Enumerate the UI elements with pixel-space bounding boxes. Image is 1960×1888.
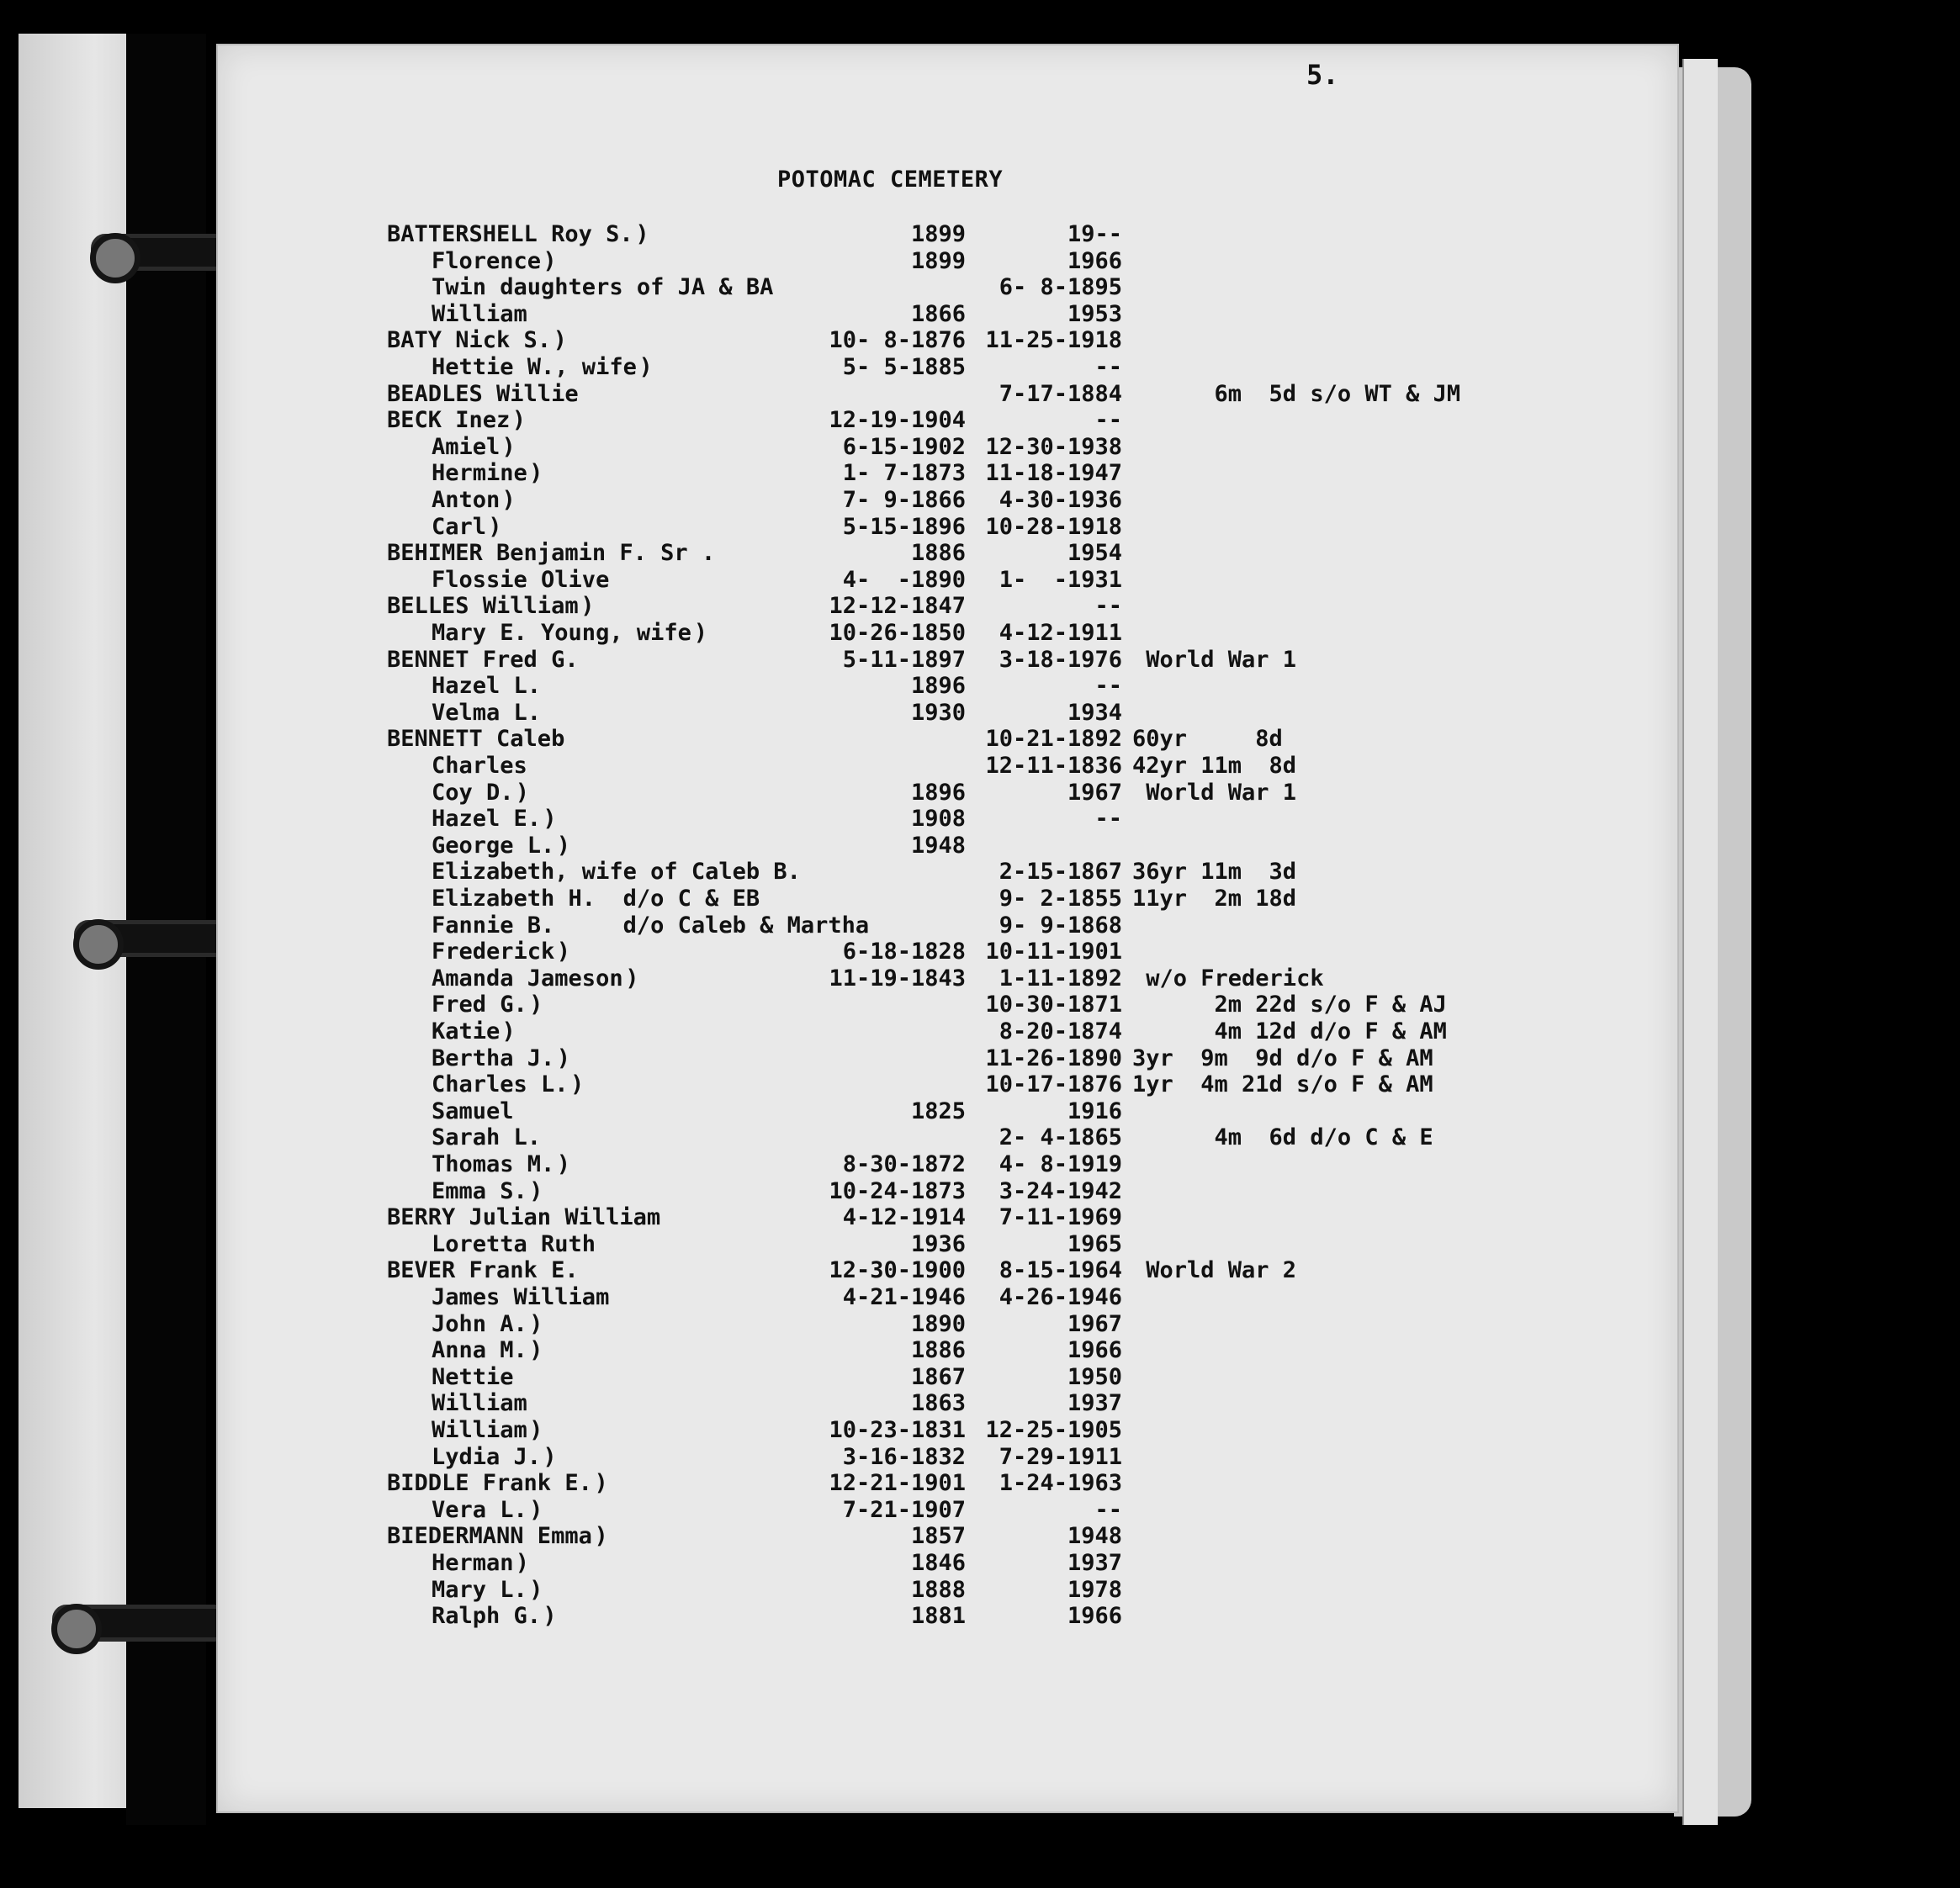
- burial-entry-row: [0, 301, 1960, 327]
- burial-entry-row: [0, 274, 1960, 300]
- entry-name: BIDDLE Frank E.: [387, 1470, 592, 1497]
- burial-entry-row: [0, 1337, 1960, 1363]
- birth-date: 1948: [910, 832, 966, 859]
- family-group-brace: ): [529, 460, 543, 487]
- entry-name: BEADLES Willie: [387, 380, 579, 407]
- burial-entry-row: [0, 753, 1960, 779]
- death-date: 1966: [1067, 1603, 1122, 1630]
- birth-date: 1896: [910, 673, 966, 700]
- entry-name: Twin daughters of JA & BA: [432, 274, 774, 301]
- entry-name: Florence: [432, 247, 542, 274]
- entry-name: William: [432, 1390, 527, 1417]
- birth-date: 4-21-1946: [842, 1284, 966, 1310]
- entry-name: William: [432, 1417, 527, 1443]
- entry-name: Charles: [432, 753, 527, 779]
- death-date: 4-26-1946: [999, 1284, 1122, 1310]
- entry-notes: 60yr 8d: [1132, 726, 1283, 753]
- burial-entry-row: [0, 221, 1960, 247]
- death-date: 4-30-1936: [999, 487, 1122, 513]
- birth-date: 1846: [910, 1550, 966, 1576]
- entry-name: BENNET Fred G.: [387, 646, 579, 673]
- death-date: 4-12-1911: [999, 620, 1122, 646]
- entry-name: BELLES William: [387, 593, 579, 620]
- burial-entry-row: [0, 540, 1960, 566]
- burial-entry-row: [0, 1603, 1960, 1629]
- family-group-brace: ): [553, 327, 567, 354]
- burial-entry-row: [0, 593, 1960, 619]
- burial-entry-row: [0, 1257, 1960, 1283]
- burial-entry-row: [0, 620, 1960, 646]
- burial-entry-row: [0, 1018, 1960, 1044]
- family-group-brace: ): [556, 1044, 570, 1071]
- family-group-brace: ): [556, 832, 570, 859]
- family-group-brace: ): [570, 1071, 585, 1098]
- death-date: 1-24-1963: [999, 1470, 1122, 1497]
- family-group-brace: ): [529, 1417, 543, 1443]
- entry-name: Bertha J.: [432, 1044, 555, 1071]
- family-group-brace: ): [515, 779, 530, 806]
- entry-notes: World War 2: [1132, 1257, 1297, 1284]
- birth-date: 1896: [910, 779, 966, 806]
- entry-name: BATY Nick S.: [387, 327, 552, 354]
- entry-name: Velma L.: [432, 699, 542, 726]
- family-group-brace: ): [594, 1470, 608, 1497]
- death-date: 1934: [1067, 699, 1122, 726]
- family-group-brace: ): [501, 1018, 516, 1044]
- entry-name: Hermine: [432, 460, 527, 487]
- death-date: 4- 8-1919: [999, 1151, 1122, 1177]
- death-date: 1966: [1067, 247, 1122, 274]
- family-group-brace: ): [515, 1550, 530, 1576]
- entry-name: John A.: [432, 1310, 527, 1337]
- burial-entry-row: [0, 1204, 1960, 1230]
- birth-date: 3-16-1832: [842, 1443, 966, 1470]
- entry-notes: 2m 22d s/o F & AJ: [1132, 992, 1447, 1018]
- death-date: 10-30-1871: [985, 992, 1122, 1018]
- burial-entry-row: [0, 487, 1960, 513]
- family-group-brace: ): [529, 1310, 543, 1337]
- entry-notes: 36yr 11m 3d: [1132, 859, 1297, 886]
- entry-notes: w/o Frederick: [1132, 965, 1324, 992]
- entry-name: Carl: [432, 513, 487, 540]
- birth-date: 12-12-1847: [829, 593, 966, 620]
- birth-date: 5-11-1897: [842, 646, 966, 673]
- burial-entry-row: [0, 1444, 1960, 1470]
- entry-name: William: [432, 300, 527, 327]
- birth-date: 12-21-1901: [829, 1470, 966, 1497]
- entry-name: Frederick: [432, 939, 555, 965]
- birth-date: 1890: [910, 1310, 966, 1337]
- death-date: 1966: [1067, 1337, 1122, 1364]
- birth-date: 1886: [910, 540, 966, 567]
- burial-entry-row: [0, 514, 1960, 540]
- birth-date: 1863: [910, 1390, 966, 1417]
- family-group-brace: ): [501, 433, 516, 460]
- entry-name: Mary L.: [432, 1576, 527, 1603]
- burial-entry-row: [0, 1364, 1960, 1390]
- family-group-brace: ): [543, 806, 557, 833]
- entry-notes: 6m 5d s/o WT & JM: [1132, 380, 1461, 407]
- page-number: 5.: [1306, 59, 1339, 91]
- entry-name: Vera L.: [432, 1496, 527, 1523]
- death-date: 1-11-1892: [999, 965, 1122, 992]
- death-date: 9- 9-1868: [999, 912, 1122, 939]
- family-group-brace: ): [529, 1337, 543, 1364]
- death-date: 11-18-1947: [985, 460, 1122, 487]
- death-date: 1965: [1067, 1230, 1122, 1257]
- birth-date: 1881: [910, 1603, 966, 1630]
- burial-entry-row: [0, 354, 1960, 380]
- entry-name: BEVER Frank E.: [387, 1257, 579, 1284]
- death-date: 8-20-1874: [999, 1018, 1122, 1044]
- death-date: --: [1094, 806, 1122, 833]
- birth-date: 1857: [910, 1523, 966, 1550]
- death-date: 1954: [1067, 540, 1122, 567]
- entry-name: George L.: [432, 832, 555, 859]
- death-date: 10-28-1918: [985, 513, 1122, 540]
- entry-name: Elizabeth H. d/o C & EB: [432, 886, 760, 912]
- burial-entry-row: [0, 381, 1960, 407]
- entry-name: BECK Inez: [387, 407, 511, 434]
- death-date: 7-17-1884: [999, 380, 1122, 407]
- burial-entry-row: [0, 647, 1960, 673]
- death-date: --: [1094, 1496, 1122, 1523]
- entry-name: Elizabeth, wife of Caleb B.: [432, 859, 801, 886]
- death-date: 1937: [1067, 1550, 1122, 1576]
- death-date: 1953: [1067, 300, 1122, 327]
- death-date: 2- 4-1865: [999, 1124, 1122, 1151]
- entry-notes: 42yr 11m 8d: [1132, 753, 1297, 779]
- death-date: 6- 8-1895: [999, 274, 1122, 301]
- family-group-brace: ): [529, 1496, 543, 1523]
- burial-entry-row: [0, 1390, 1960, 1416]
- entry-name: Sarah L.: [432, 1124, 542, 1151]
- death-date: --: [1094, 673, 1122, 700]
- death-date: 12-25-1905: [985, 1417, 1122, 1443]
- death-date: 1967: [1067, 779, 1122, 806]
- family-group-brace: ): [488, 513, 502, 540]
- death-date: 1967: [1067, 1310, 1122, 1337]
- burial-entry-row: [0, 1417, 1960, 1443]
- birth-date: 10-24-1873: [829, 1177, 966, 1204]
- birth-date: 10-23-1831: [829, 1417, 966, 1443]
- birth-date: 1899: [910, 247, 966, 274]
- death-date: 1948: [1067, 1523, 1122, 1550]
- birth-date: 5- 5-1885: [842, 354, 966, 380]
- birth-date: 6-15-1902: [842, 433, 966, 460]
- entry-name: Ralph G.: [432, 1603, 542, 1630]
- birth-date: 4- -1890: [842, 566, 966, 593]
- burial-entry-row: [0, 939, 1960, 965]
- entry-name: Fannie B. d/o Caleb & Martha: [432, 912, 870, 939]
- burial-entry-row: [0, 859, 1960, 885]
- burial-entry-row: [0, 1523, 1960, 1549]
- birth-date: 1930: [910, 699, 966, 726]
- burial-entry-row: [0, 1231, 1960, 1257]
- entry-notes: 1yr 4m 21d s/o F & AM: [1132, 1071, 1433, 1098]
- burial-entry-row: [0, 673, 1960, 699]
- death-date: 1916: [1067, 1097, 1122, 1124]
- death-date: 1950: [1067, 1363, 1122, 1390]
- burial-entry-row: [0, 886, 1960, 912]
- burial-entry-row: [0, 1550, 1960, 1576]
- entry-name: BIEDERMANN Emma: [387, 1523, 592, 1550]
- birth-date: 12-30-1900: [829, 1257, 966, 1284]
- birth-date: 1866: [910, 300, 966, 327]
- burial-entry-row: [0, 567, 1960, 593]
- burial-entry-row: [0, 1311, 1960, 1337]
- entry-name: BATTERSHELL Roy S.: [387, 221, 633, 247]
- entry-name: Herman: [432, 1550, 514, 1576]
- entry-name: BEHIMER Benjamin F. Sr .: [387, 540, 716, 567]
- family-group-brace: ): [635, 221, 649, 247]
- entry-name: Katie: [432, 1018, 501, 1044]
- family-group-brace: ): [529, 1177, 543, 1204]
- burial-entry-row: [0, 780, 1960, 806]
- entry-name: Fred G.: [432, 992, 527, 1018]
- family-group-brace: ): [594, 1523, 608, 1550]
- entry-name: Flossie Olive: [432, 566, 610, 593]
- death-date: 10-11-1901: [985, 939, 1122, 965]
- entry-name: Mary E. Young, wife: [432, 620, 691, 646]
- entry-name: Anna M.: [432, 1337, 527, 1364]
- family-group-brace: ): [580, 593, 595, 620]
- death-date: 19--: [1067, 221, 1122, 247]
- family-group-brace: ): [625, 965, 639, 992]
- burial-entry-row: [0, 965, 1960, 992]
- burial-entry-row: [0, 1098, 1960, 1124]
- family-group-brace: ): [556, 939, 570, 965]
- entry-name: Hettie W., wife: [432, 354, 637, 380]
- entry-notes: 4m 6d d/o C & E: [1132, 1124, 1433, 1151]
- death-date: 1937: [1067, 1390, 1122, 1417]
- burial-entry-row: [0, 1470, 1960, 1496]
- burial-entry-row: [0, 1497, 1960, 1523]
- family-group-brace: ): [529, 1576, 543, 1603]
- burial-entry-row: [0, 248, 1960, 274]
- death-date: 12-30-1938: [985, 433, 1122, 460]
- entry-name: Thomas M.: [432, 1151, 555, 1177]
- birth-date: 1825: [910, 1097, 966, 1124]
- burial-entry-row: [0, 912, 1960, 939]
- birth-date: 10-26-1850: [829, 620, 966, 646]
- death-date: 7-11-1969: [999, 1204, 1122, 1231]
- burial-entry-row: [0, 407, 1960, 433]
- entry-name: Coy D.: [432, 779, 514, 806]
- death-date: 10-17-1876: [985, 1071, 1122, 1098]
- birth-date: 1908: [910, 806, 966, 833]
- entry-name: Samuel: [432, 1097, 514, 1124]
- burial-entry-row: [0, 434, 1960, 460]
- entry-name: Amanda Jameson: [432, 965, 623, 992]
- family-group-brace: ): [556, 1151, 570, 1177]
- family-group-brace: ): [543, 1603, 557, 1630]
- burial-entry-row: [0, 806, 1960, 832]
- birth-date: 1888: [910, 1576, 966, 1603]
- family-group-brace: ): [693, 620, 707, 646]
- family-group-brace: ): [501, 487, 516, 513]
- death-date: --: [1094, 354, 1122, 380]
- entry-name: Amiel: [432, 433, 501, 460]
- burial-entry-row: [0, 1577, 1960, 1603]
- entry-name: Emma S.: [432, 1177, 527, 1204]
- death-date: 1- -1931: [999, 566, 1122, 593]
- family-group-brace: ): [543, 1443, 557, 1470]
- burial-entry-row: [0, 1045, 1960, 1071]
- family-group-brace: ): [529, 992, 543, 1018]
- death-date: 9- 2-1855: [999, 886, 1122, 912]
- burial-entry-row: [0, 992, 1960, 1018]
- entry-name: Lydia J.: [432, 1443, 542, 1470]
- death-date: 1978: [1067, 1576, 1122, 1603]
- family-group-brace: ): [638, 354, 653, 380]
- birth-date: 1867: [910, 1363, 966, 1390]
- burial-entry-row: [0, 1071, 1960, 1097]
- family-group-brace: ): [511, 407, 526, 434]
- entry-name: BENNETT Caleb: [387, 726, 565, 753]
- burial-entry-row: [0, 460, 1960, 486]
- entry-notes: 3yr 9m 9d d/o F & AM: [1132, 1044, 1433, 1071]
- entry-name: Anton: [432, 487, 501, 513]
- birth-date: 5-15-1896: [842, 513, 966, 540]
- death-date: 11-25-1918: [985, 327, 1122, 354]
- burial-entry-row: [0, 833, 1960, 859]
- birth-date: 7- 9-1866: [842, 487, 966, 513]
- death-date: 10-21-1892: [985, 726, 1122, 753]
- burial-entry-row: [0, 1284, 1960, 1310]
- entry-name: Hazel L.: [432, 673, 542, 700]
- entry-name: Charles L.: [432, 1071, 569, 1098]
- birth-date: 1- 7-1873: [842, 460, 966, 487]
- entry-name: Loretta Ruth: [432, 1230, 596, 1257]
- death-date: 7-29-1911: [999, 1443, 1122, 1470]
- entry-name: BERRY Julian William: [387, 1204, 661, 1231]
- entry-notes: 4m 12d d/o F & AM: [1132, 1018, 1447, 1044]
- birth-date: 1886: [910, 1337, 966, 1364]
- death-date: 11-26-1890: [985, 1044, 1122, 1071]
- birth-date: 10- 8-1876: [829, 327, 966, 354]
- death-date: 3-18-1976: [999, 646, 1122, 673]
- burial-entry-row: [0, 700, 1960, 726]
- death-date: --: [1094, 407, 1122, 434]
- page-title: POTOMAC CEMETERY: [777, 167, 1004, 193]
- entry-notes: 11yr 2m 18d: [1132, 886, 1297, 912]
- burial-entry-row: [0, 327, 1960, 353]
- burial-entry-row: [0, 1151, 1960, 1177]
- burial-entry-row: [0, 726, 1960, 752]
- entry-notes: World War 1: [1132, 779, 1297, 806]
- birth-date: 12-19-1904: [829, 407, 966, 434]
- entry-name: James William: [432, 1284, 610, 1310]
- death-date: 3-24-1942: [999, 1177, 1122, 1204]
- burial-entry-row: [0, 1124, 1960, 1150]
- death-date: 12-11-1836: [985, 753, 1122, 779]
- death-date: --: [1094, 593, 1122, 620]
- birth-date: 7-21-1907: [842, 1496, 966, 1523]
- entry-name: Hazel E.: [432, 806, 542, 833]
- burial-entry-row: [0, 1178, 1960, 1204]
- family-group-brace: ): [543, 247, 557, 274]
- birth-date: 6-18-1828: [842, 939, 966, 965]
- birth-date: 1899: [910, 221, 966, 247]
- death-date: 2-15-1867: [999, 859, 1122, 886]
- death-date: 8-15-1964: [999, 1257, 1122, 1284]
- birth-date: 1936: [910, 1230, 966, 1257]
- birth-date: 11-19-1843: [829, 965, 966, 992]
- birth-date: 8-30-1872: [842, 1151, 966, 1177]
- birth-date: 4-12-1914: [842, 1204, 966, 1231]
- entry-notes: World War 1: [1132, 646, 1297, 673]
- entry-name: Nettie: [432, 1363, 514, 1390]
